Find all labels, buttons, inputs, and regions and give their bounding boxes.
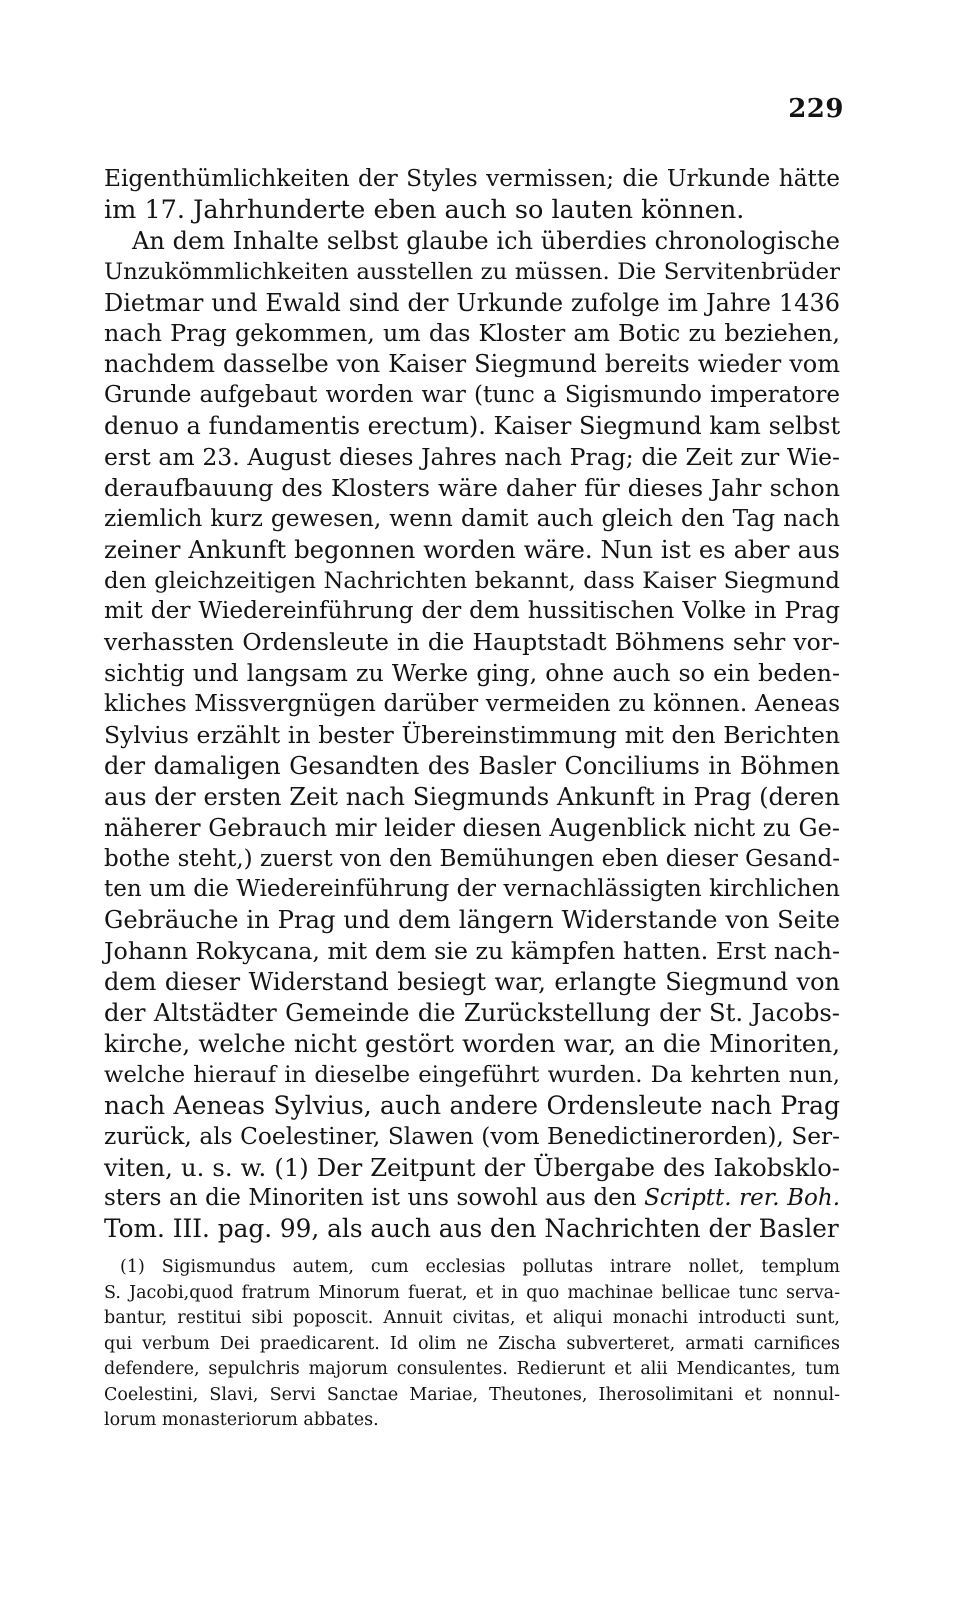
body-line: deraufbauung des Klosters wäre daher für dieses Jahr schon — [104, 473, 840, 502]
body-line: An dem Inhalte selbst glaube ich überdies chronologische — [132, 226, 840, 255]
body-line: Tom. III. pag. 99, als auch aus den Nachrichten der Basler — [104, 1214, 839, 1244]
body-text — [104, 164, 840, 1245]
body-line: zurück, als Coelestiner, Slawen (vom Benedictinerorden), Ser- — [104, 1122, 840, 1150]
body-line: sichtig und langsam zu Werke ging, ohne auch so ein beden- — [104, 659, 840, 688]
footnote-line: qui verbum Dei praedicarent. Id olim ne Zischa subverteret, armati carnifices — [104, 1333, 840, 1354]
body-line: Unzukömmlichkeiten ausstellen zu müssen. Die Servitenbrüder — [104, 258, 840, 285]
body-line: im 17. Jahrhunderte eben auch so lauten können. — [104, 194, 745, 225]
body-line: Gebräuche in Prag und dem längern Widerstande von Seite — [104, 905, 840, 935]
body-line: Dietmar und Ewald sind der Urkunde zufolge im Jahre 1436 — [104, 288, 840, 317]
body-line: der Altstädter Gemeinde die Zurückstellung der St. Jacobs- — [104, 998, 840, 1028]
body-line: welche hierauf in dieselbe eingeführt wurden. Da kehrten nun, — [104, 1061, 840, 1088]
footnote-line: (1) Sigismundus autem, cum ecclesias pollutas intrare nollet, templum — [120, 1257, 840, 1277]
body-line: näherer Gebrauch mir leider diesen Augenblick nicht zu Ge- — [104, 813, 840, 842]
body-line: Sylvius erzählt in bester Übereinstimmung mit den Berichten — [104, 721, 840, 750]
body-line: aus der ersten Zeit nach Siegmunds Ankunft in Prag (deren — [104, 781, 840, 811]
footnote-line: bantur, restitui sibi poposcit. Annuit civitas, et aliqui monachi introducti sunt, — [104, 1308, 840, 1328]
body-line: erst am 23. August dieses Jahres nach Prag; die Zeit zur Wie- — [104, 443, 840, 472]
body-line: ziemlich kurz gewesen, wenn damit auch gleich den Tag nach — [104, 504, 840, 532]
body-line: den gleichzeitigen Nachrichten bekannt, dass Kaiser Siegmund — [104, 567, 840, 594]
body-line: verhassten Ordensleute in die Hauptstadt Böhmens sehr vor- — [104, 628, 840, 657]
footnote-line: Coelestini, Slavi, Servi Sanctae Mariae, Theutones, Iherosolimitani et nonnul- — [104, 1384, 840, 1405]
body-line: zeiner Ankunft begonnen worden wäre. Nun ist es aber aus — [104, 534, 840, 564]
body-line: der damaligen Gesandten des Basler Conciliums in Böhmen — [104, 751, 840, 780]
body-line — [104, 1183, 840, 1214]
footnote-line: lorum monasteriorum abbates. — [104, 1410, 379, 1430]
body-line: nach Aeneas Sylvius, auch andere Ordensleute nach Prag — [104, 1090, 840, 1120]
page-number: 229 — [788, 94, 844, 124]
body-line: ten um die Wiedereinführung der vernachlässigten kirchlichen — [104, 876, 840, 903]
body-line: dem dieser Widerstand besiegt war, erlangte Siegmund von — [104, 968, 840, 997]
footnote-line: S. Jacobi,quod fratrum Minorum fuerat, et in quo machinae bellicae tunc serva- — [104, 1282, 840, 1303]
body-line: denuo a fundamentis erectum). Kaiser Siegmund kam selbst — [104, 412, 841, 441]
footnote — [104, 1255, 840, 1434]
body-line: Eigenthümlichkeiten der Styles vermissen; die Urkunde hätte — [104, 165, 840, 192]
body-line-text: sters an die Minoriten ist uns sowohl aus den — [104, 1185, 645, 1212]
body-line: viten, u. s. w. (1) Der Zeitpunt der Übergabe des Iakobsklo- — [104, 1152, 840, 1182]
citation-italic: Scriptt. rer. Boh. — [644, 1185, 841, 1212]
body-line: Grunde aufgebaut worden war (tunc a Sigismundo imperatore — [104, 382, 840, 409]
body-line: nach Prag gekommen, um das Kloster am Botic zu beziehen, — [104, 319, 840, 348]
body-line: nachdem dasselbe von Kaiser Siegmund bereits wieder vom — [104, 350, 840, 379]
footnote-line: defendere, sepulchris majorum consulentes. Redierunt et alii Mendicantes, tum — [104, 1359, 840, 1379]
body-line: bothe steht,) zuerst von den Bemühungen eben dieser Gesand- — [104, 845, 840, 872]
body-line: kliches Missvergnügen darüber vermeiden zu können. Aeneas — [104, 690, 840, 718]
body-line: kirche, welche nicht gestört worden war, an die Minoriten, — [104, 1028, 840, 1058]
body-line: mit der Wiedereinführung der dem hussitischen Volke in Prag — [104, 597, 840, 625]
body-line: Johann Rokycana, mit dem sie zu kämpfen hatten. Erst nach- — [104, 937, 840, 966]
